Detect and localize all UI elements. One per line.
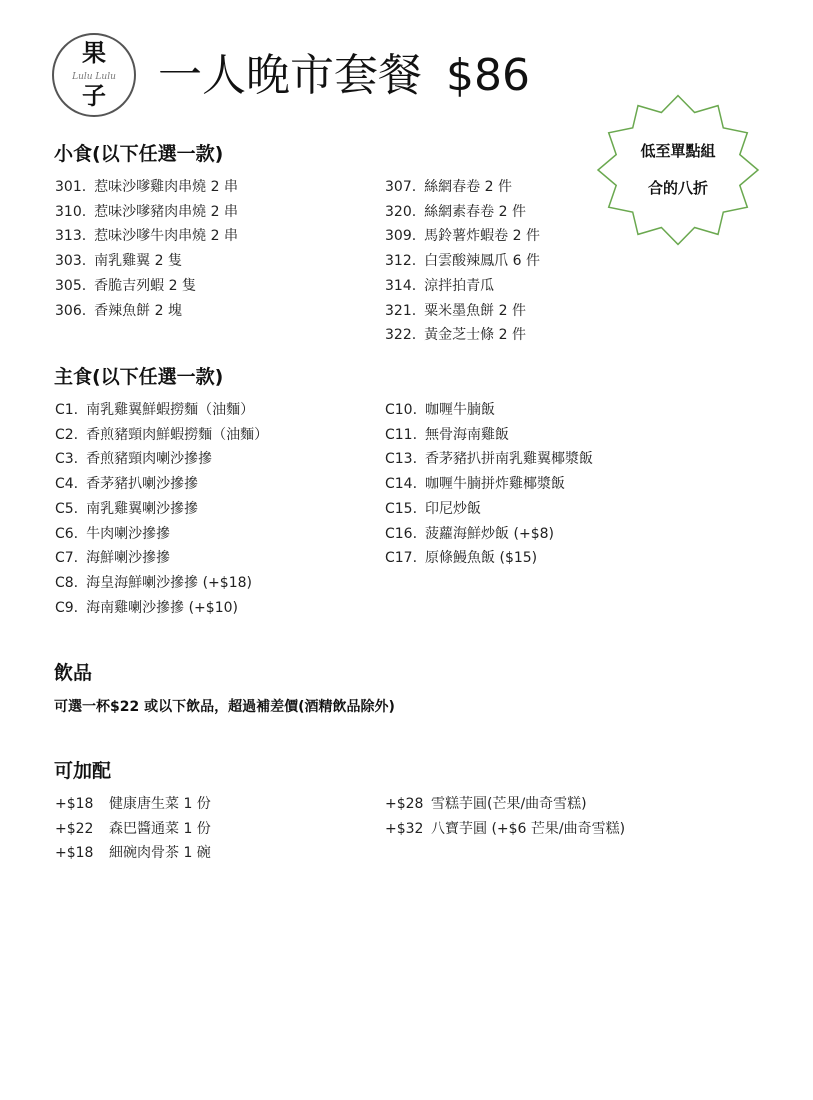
title-price: $86: [446, 50, 530, 101]
list-item: +$28 雪糕芋圓(芒果/曲奇雪糕): [385, 796, 587, 812]
list-item: C17. 原條鰻魚飯 ($15): [385, 550, 538, 567]
list-item: C15. 印尼炒飯: [385, 500, 482, 517]
addons-section-title: 可加配: [54, 760, 112, 782]
list-item: C14. 咖喱牛腩拼炸雞椰漿飯: [385, 476, 566, 493]
list-item: C3. 香煎豬頸肉喇沙摻摻: [55, 451, 213, 468]
badge-line-2: 合的八折: [647, 179, 708, 197]
list-item: 305. 香脆吉列蝦 2 隻: [55, 277, 196, 294]
discount-badge: [596, 94, 760, 246]
list-item: C16. 菠蘿海鮮炒飯 (+$8): [385, 525, 554, 542]
list-item: 303. 南乳雞翼 2 隻: [55, 253, 182, 270]
restaurant-logo: [52, 33, 136, 117]
logo-top-char: 果: [82, 38, 106, 67]
list-item: 320. 絲網素春卷 2 件: [385, 203, 526, 220]
list-item: +$18 細碗肉骨茶 1 碗: [55, 845, 211, 862]
list-item: C9. 海南雞喇沙摻摻 (+$10): [55, 599, 238, 616]
title-text: 一人晚市套餐: [158, 50, 422, 101]
snacks-list-left: [55, 175, 238, 323]
mains-list-left: [55, 398, 268, 620]
addons-list-right: [385, 792, 625, 841]
snacks-list-right: [385, 175, 540, 348]
starburst-badge-icon: [596, 94, 760, 246]
list-item: 301. 惹味沙嗲雞肉串燒 2 串: [55, 179, 238, 195]
list-item: C7. 海鮮喇沙摻摻: [55, 550, 171, 567]
list-item: +$18 健康唐生菜 1 份: [55, 796, 211, 812]
list-item: C5. 南乳雞翼喇沙摻摻: [55, 500, 199, 517]
logo-middle-text: Lulu Lulu: [72, 72, 116, 82]
list-item: +$22 森巴醬通菜 1 份: [55, 820, 211, 837]
list-item: 307. 絲網春卷 2 件: [385, 179, 512, 195]
list-item: 309. 馬鈴薯炸蝦卷 2 件: [385, 228, 540, 245]
list-item: C1. 南乳雞翼鮮蝦撈麵（油麵）: [55, 402, 255, 418]
logo-bottom-char: 子: [82, 81, 106, 110]
badge-line-1: 低至單點組: [640, 142, 716, 160]
list-item: 306. 香辣魚餅 2 塊: [55, 302, 182, 319]
list-item: 310. 惹味沙嗲豬肉串燒 2 串: [55, 203, 238, 220]
mains-section-title: 主食(以下任選一款): [54, 366, 224, 388]
snacks-section-title: 小食(以下任選一款): [54, 143, 224, 165]
list-item: C2. 香煎豬頸肉鮮蝦撈麵（油麵）: [55, 426, 269, 443]
list-item: C8. 海皇海鮮喇沙摻摻 (+$18): [55, 574, 252, 591]
list-item: C10. 咖喱牛腩飯: [385, 402, 496, 418]
list-item: C6. 牛肉喇沙摻摻: [55, 525, 171, 542]
list-item: 313. 惹味沙嗲牛肉串燒 2 串: [55, 228, 238, 245]
list-item: C4. 香茅豬扒喇沙摻摻: [55, 476, 199, 493]
list-item: 322. 黃金芝士條 2 件: [385, 327, 526, 344]
list-item: 314. 涼拌拍青瓜: [385, 277, 495, 294]
list-item: 312. 白雲酸辣鳳爪 6 件: [385, 253, 540, 270]
list-item: C13. 香茅豬扒拼南乳雞翼椰漿飯: [385, 451, 594, 468]
drinks-section-title: 飲品: [54, 662, 93, 684]
drinks-note: 可選一杯$22 或以下飲品，超過補差價(酒精飲品除外): [54, 699, 395, 715]
addons-list-left: [55, 792, 211, 866]
mains-list-right: [385, 398, 593, 571]
list-item: +$32 八寶芋圓 (+$6 芒果/曲奇雪糕): [385, 820, 626, 837]
list-item: 321. 粟米墨魚餅 2 件: [385, 302, 526, 319]
list-item: C11. 無骨海南雞飯: [385, 426, 510, 443]
page-title: [158, 48, 530, 104]
